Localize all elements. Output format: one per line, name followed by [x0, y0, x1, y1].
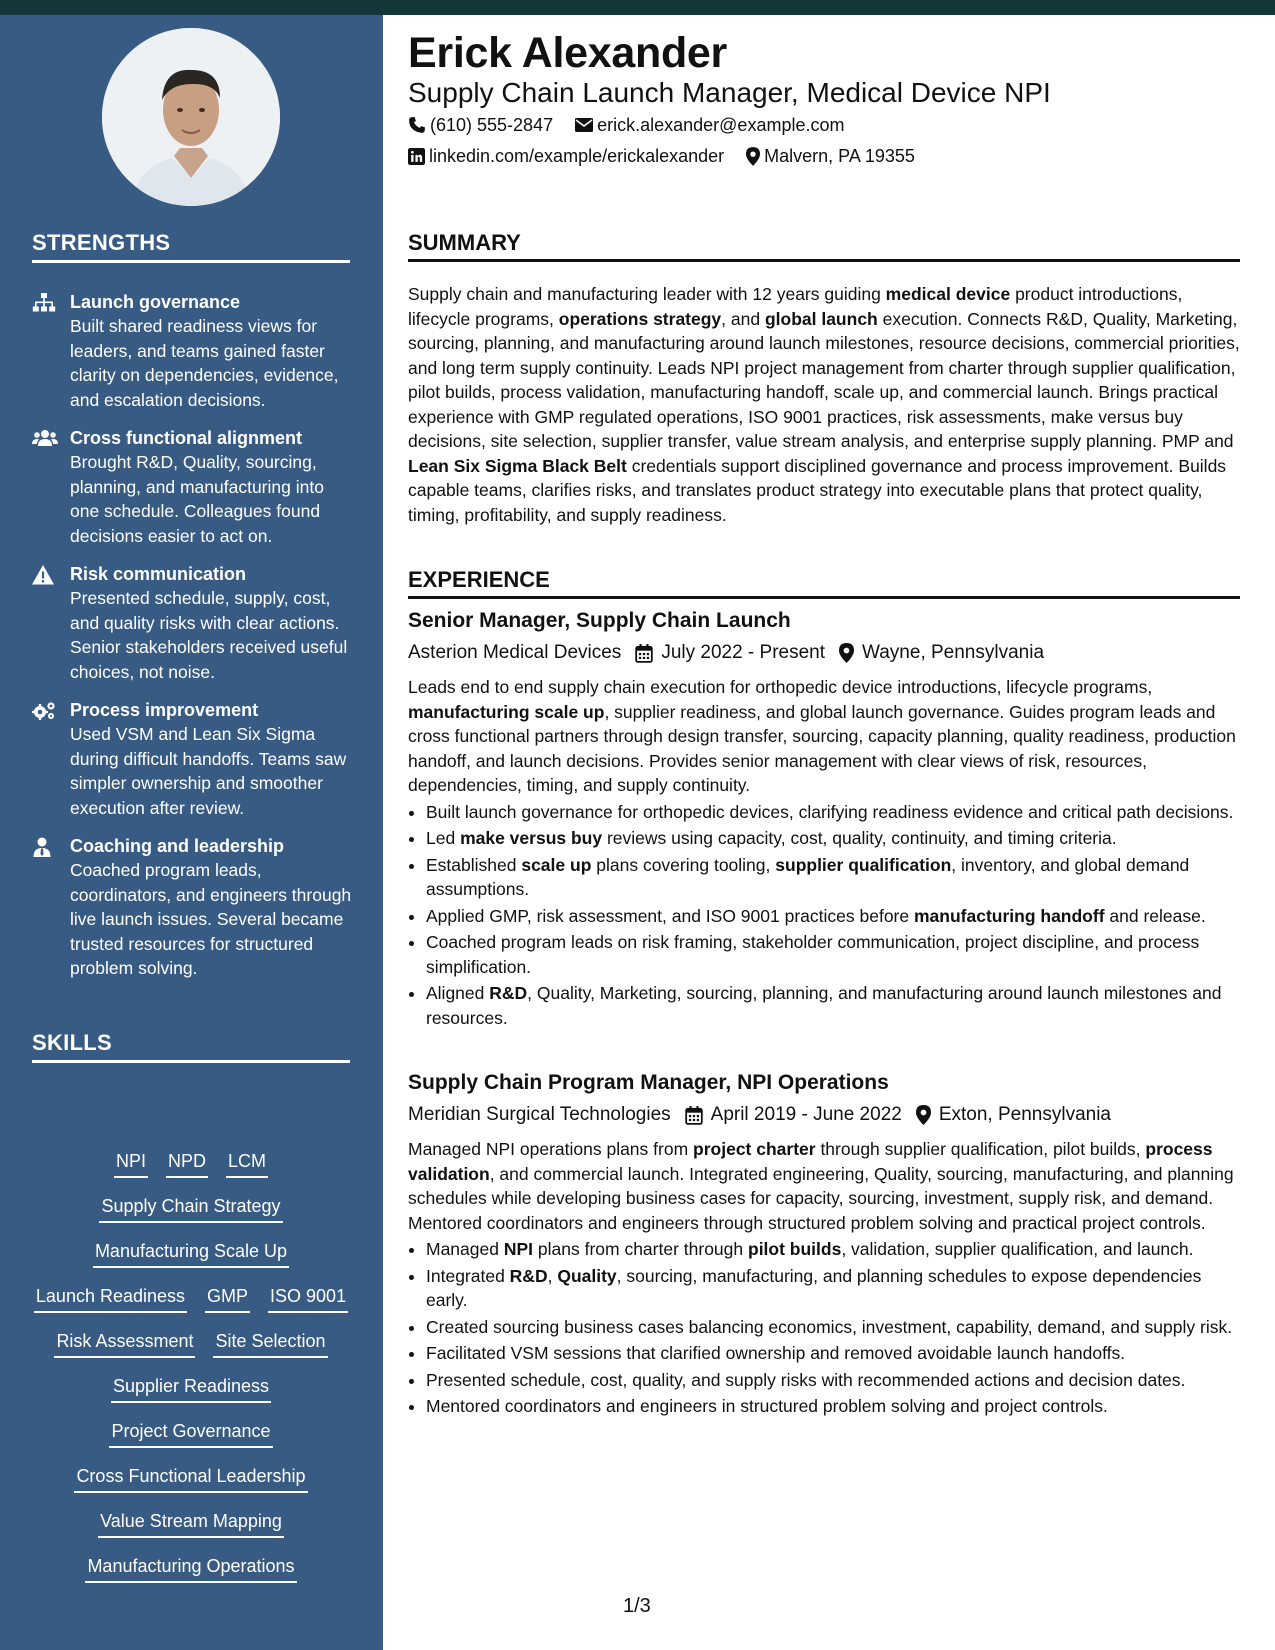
- text-run: Led: [426, 828, 461, 848]
- user-tie-icon: [32, 834, 70, 981]
- text-run: , Quality, Marketing, sourcing, planning, and manufacturing around launch milestones and resources.: [426, 983, 1222, 1028]
- skill-row: [32, 1195, 350, 1240]
- company-name: Asterion Medical Devices: [408, 642, 622, 663]
- skill-tag: Supplier Readiness: [111, 1375, 271, 1403]
- job-description: [408, 1137, 1240, 1235]
- text-run: Aligned: [426, 983, 490, 1003]
- skill-row: [32, 1285, 350, 1330]
- summary-text: [408, 282, 1240, 527]
- emphasis: medical device: [885, 284, 1011, 304]
- emphasis: scale up: [521, 854, 592, 875]
- text-run: credentials support disciplined governance and process improvement. Builds capable teams, clarifies risks, and translates product strategy into executable plans that protect quality, timing, profitability, and supply readiness.: [408, 455, 1227, 525]
- emphasis: NPI: [503, 1239, 534, 1259]
- text-run: Applied GMP, risk assessment, and ISO 9001 practices before: [426, 905, 914, 926]
- bullet-item: [426, 930, 1240, 979]
- summary-heading: SUMMARY: [408, 230, 1240, 262]
- sidebar: [0, 15, 383, 1650]
- text-run: Leads end to end supply chain execution for orthopedic device introductions, lifecycle programs,: [408, 677, 1153, 697]
- strength-body: [70, 698, 352, 820]
- emphasis: make versus buy: [460, 828, 603, 848]
- strength-item: [32, 426, 352, 548]
- bullet-item: [426, 1315, 1240, 1340]
- skill-row: [32, 1420, 350, 1465]
- emphasis: pilot builds: [748, 1239, 842, 1259]
- emphasis: R&D: [489, 983, 528, 1003]
- emphasis: manufacturing handoff: [913, 905, 1105, 926]
- job-dates: April 2019 - June 2022: [710, 1104, 902, 1125]
- skill-tag: Site Selection: [213, 1330, 327, 1358]
- skill-row: [32, 1465, 350, 1510]
- candidate-title: Supply Chain Launch Manager, Medical Device NPI: [408, 77, 1051, 108]
- skill-tag: LCM: [226, 1150, 268, 1178]
- skill-tag: GMP: [205, 1285, 250, 1313]
- text-run: Integrated: [426, 1265, 510, 1286]
- strength-body: [70, 426, 352, 548]
- bullet-item: [426, 1237, 1240, 1262]
- phone-text: (610) 555-2847: [430, 115, 554, 135]
- skill-tag: Project Governance: [109, 1420, 272, 1448]
- job-entry: [408, 1069, 1240, 1421]
- strength-description: Brought R&D, Quality, sourcing, planning, and manufacturing into one schedule. Colleagues found decisions easier to act on.: [70, 452, 324, 546]
- strength-item: [32, 290, 352, 412]
- emphasis: Lean Six Sigma Black Belt: [408, 455, 627, 476]
- strength-item: [32, 562, 352, 684]
- emphasis: Quality: [557, 1265, 617, 1286]
- map-pin-icon: [839, 643, 854, 663]
- strength-title: Process improvement: [70, 700, 259, 720]
- job-meta: [408, 1101, 1240, 1129]
- sitemap-icon: [32, 290, 70, 412]
- strength-body: [70, 562, 352, 684]
- text-run: Established: [426, 854, 522, 875]
- calendar-icon: [685, 1106, 703, 1125]
- strength-title: Risk communication: [70, 564, 247, 584]
- emphasis: process validation: [408, 1139, 1213, 1184]
- job-location: [839, 639, 1044, 667]
- text-run: Coached program leads on risk framing, stakeholder communication, project discipline, and process simplification.: [426, 932, 1200, 977]
- strength-title: Cross functional alignment: [70, 428, 303, 448]
- emphasis: R&D: [509, 1265, 548, 1286]
- text-run: ,: [547, 1265, 558, 1286]
- skill-tag: Cross Functional Leadership: [74, 1465, 307, 1493]
- job-location: [916, 1101, 1111, 1129]
- text-run: , supplier readiness, and global launch governance. Guides program leads and cross functional partners through design transfer, sourcing, capacity planning, quality readiness, production handoff, and launch decisions. Provides senior management with clear views of risk, resources, dependencies, timing, and supply continuity.: [408, 701, 1236, 795]
- skill-row: [32, 1555, 350, 1600]
- strength-description: Presented schedule, supply, cost, and quality risks with clear actions. Senior stakeholders received useful choices, not noise.: [70, 588, 348, 682]
- company: [408, 1101, 671, 1129]
- strength-item: [32, 698, 352, 820]
- skill-row: [32, 1150, 350, 1195]
- job-title: Supply Chain Program Manager, NPI Operations: [408, 1071, 889, 1094]
- text-run: Presented schedule, cost, quality, and supply risks with recommended actions and decision dates.: [426, 1369, 1186, 1390]
- map-pin-icon: [916, 1105, 931, 1125]
- skill-tag: NPI: [114, 1150, 148, 1178]
- strength-body: [70, 834, 352, 981]
- top-accent-bar: [0, 0, 1275, 15]
- skill-row: [32, 1240, 350, 1285]
- strength-description: Coached program leads, coordinators, and engineers through live launch issues. Several became trusted resources for structured problem solving.: [70, 860, 352, 978]
- skill-row: [32, 1330, 350, 1375]
- text-run: Built launch governance for orthopedic devices, clarifying readiness evidence and critical path decisions.: [426, 801, 1234, 822]
- bullet-item: [426, 1368, 1240, 1393]
- skills-heading: SKILLS: [32, 1030, 350, 1063]
- warning-icon: [32, 562, 70, 684]
- job-meta: [408, 639, 1240, 667]
- strength-description: Used VSM and Lean Six Sigma during difficult handoffs. Teams saw simpler ownership and smoother execution after review.: [70, 724, 347, 818]
- text-run: Created sourcing business cases balancing economics, investment, capability, demand, and supply risk.: [426, 1316, 1233, 1337]
- text-run: , and: [721, 308, 765, 329]
- skills-list: [32, 1150, 350, 1600]
- bullet-item: [426, 981, 1240, 1030]
- bullet-item: [426, 1394, 1240, 1419]
- bullet-item: [426, 1341, 1240, 1366]
- skill-row: [32, 1375, 350, 1420]
- emphasis: operations strategy: [558, 308, 722, 329]
- text-run: , inventory, and global demand assumptions.: [426, 854, 1190, 899]
- email-link[interactable]: erick.alexander@example.com: [597, 115, 845, 135]
- bullet-item: [426, 800, 1240, 825]
- strength-item: [32, 834, 352, 981]
- skill-tag: Value Stream Mapping: [98, 1510, 284, 1538]
- job-location-text: Exton, Pennsylvania: [938, 1104, 1111, 1125]
- job-dates: July 2022 - Present: [661, 642, 826, 663]
- profile-photo: [102, 28, 280, 206]
- text-run: Managed NPI operations plans from: [408, 1139, 694, 1159]
- location-item: [746, 144, 915, 168]
- company-name: Meridian Surgical Technologies: [408, 1104, 671, 1125]
- skill-row: [32, 1510, 350, 1555]
- skill-tag: Manufacturing Operations: [85, 1555, 296, 1583]
- skill-tag: ISO 9001: [268, 1285, 348, 1313]
- skill-tag: Manufacturing Scale Up: [93, 1240, 289, 1268]
- page-number: 1/3: [623, 1595, 651, 1617]
- text-run: , sourcing, manufacturing, and planning schedules to expose dependencies early.: [426, 1265, 1202, 1310]
- text-run: Managed: [426, 1239, 504, 1259]
- map-pin-icon: [746, 147, 760, 166]
- linkedin-link[interactable]: linkedin.com/example/erickalexander: [429, 146, 725, 166]
- text-run: plans covering tooling,: [591, 854, 776, 875]
- bullet-item: [426, 853, 1240, 902]
- job-description: [408, 675, 1240, 798]
- bullet-item: [426, 1264, 1240, 1313]
- text-run: , validation, supplier qualification, and launch.: [841, 1239, 1194, 1259]
- contact-row-1: [408, 113, 866, 137]
- skill-tag: Supply Chain Strategy: [99, 1195, 282, 1223]
- strength-title: Launch governance: [70, 292, 241, 312]
- text-run: plans from charter through: [533, 1239, 748, 1259]
- location-text: Malvern, PA 19355: [764, 146, 915, 166]
- avatar-illustration: [102, 28, 280, 206]
- text-run: Facilitated VSM sessions that clarified ownership and removed avoidable launch handoffs.: [426, 1343, 1126, 1363]
- emphasis: manufacturing scale up: [408, 701, 605, 722]
- text-run: Supply chain and manufacturing leader with 12 years guiding: [408, 284, 886, 304]
- strength-description: Built shared readiness views for leaders, and teams gained faster clarity on dependencies, evidence, and escalation decisions.: [70, 316, 339, 410]
- text-run: , and commercial launch. Integrated engineering, Quality, sourcing, manufacturing, and planning schedules while developing business cases for capacity, sourcing, investment, supply risk, and demand. Mentored coordinators and engineers through structured problem solving and practical project controls.: [408, 1163, 1234, 1233]
- job-entry: [408, 607, 1240, 1032]
- envelope-icon: [575, 117, 593, 133]
- linkedin-icon: [408, 148, 425, 165]
- candidate-name: Erick Alexander: [408, 29, 727, 77]
- experience-heading: EXPERIENCE: [408, 567, 1240, 599]
- skill-tag: Launch Readiness: [34, 1285, 187, 1313]
- bullet-item: [426, 826, 1240, 851]
- company: [408, 639, 621, 667]
- job-location-text: Wayne, Pennsylvania: [862, 642, 1045, 663]
- strengths-list: [32, 290, 352, 995]
- job-bullets: [408, 800, 1240, 1031]
- text-run: Mentored coordinators and engineers in structured problem solving and project controls.: [426, 1396, 1108, 1416]
- gears-icon: [32, 698, 70, 820]
- contact-row-2: [408, 144, 937, 168]
- skill-tag: Risk Assessment: [54, 1330, 195, 1358]
- phone-icon: [408, 116, 426, 134]
- job-title: Senior Manager, Supply Chain Launch: [408, 609, 791, 632]
- strengths-heading: STRENGTHS: [32, 230, 350, 263]
- email-item[interactable]: [575, 113, 844, 137]
- job-bullets: [408, 1237, 1240, 1419]
- bullet-item: [426, 904, 1240, 929]
- text-run: and release.: [1104, 905, 1206, 926]
- text-run: execution. Connects R&D, Quality, Marketing, sourcing, planning, and manufacturing around launch milestones, resource decisions, commercial priorities, and long term supply continuity. Leads NPI project management from charter through supplier qualification, pilot builds, process validation, manufacturing handoff, scale up, and commercial launch. Brings practical experience with GMP regulated operations, ISO 9001 practices, risk assessments, make versus buy decisions, site selection, supplier transfer, value stream analysis, and enterprise supply planning. PMP and: [408, 308, 1240, 451]
- users-icon: [32, 426, 70, 548]
- linkedin-item[interactable]: [408, 144, 724, 168]
- phone-item: [408, 113, 553, 137]
- skill-tag: NPD: [166, 1150, 208, 1178]
- text-run: through supplier qualification, pilot builds,: [815, 1139, 1146, 1159]
- text-run: product introductions, lifecycle programs,: [408, 284, 1183, 329]
- text-run: reviews using capacity, cost, quality, continuity, and timing criteria.: [602, 828, 1117, 848]
- strength-body: [70, 290, 352, 412]
- emphasis: global launch: [764, 308, 878, 329]
- dates: [635, 639, 825, 667]
- dates: [685, 1101, 902, 1129]
- emphasis: supplier qualification: [775, 854, 952, 875]
- emphasis: project charter: [693, 1139, 816, 1159]
- strength-title: Coaching and leadership: [70, 836, 285, 856]
- calendar-icon: [635, 644, 653, 663]
